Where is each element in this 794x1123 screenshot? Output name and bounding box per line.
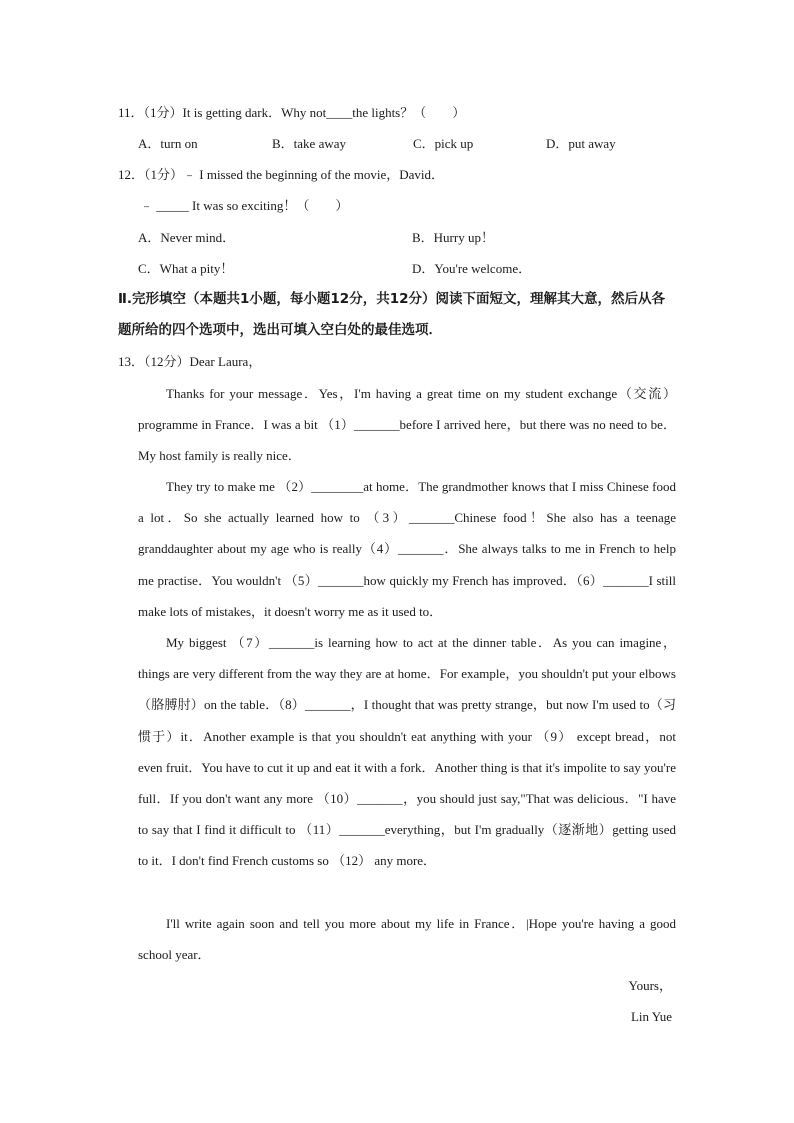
question-12-stem-reply: ﹣ _____ It was so exciting！（ ） [140,198,349,213]
question-12-stem: 12．（1分）﹣ I missed the beginning of the movie，David． [118,167,445,182]
letter-closing: Yours， [628,978,672,993]
passage-paragraph [138,471,676,627]
question-11-option-a: A．turn on [138,136,198,151]
question-11-option-c: C．pick up [413,136,474,151]
question-12-option-d: D．You're welcome． [412,261,532,276]
paragraph-text: My biggest （7）_______is learning how to act at the dinner table．As you can imagine，things are very different from the way they are at home．For example，you shouldn't put your elbows（胳膊肘）on the table．（8）_______，I thought that was pretty strange，but now I'm used to（习惯于）it．Another example is that you shouldn't eat anything with your （9） except bread，not even fruit．You have to cut it up and eat it with a fork．Another thing is that it's impolite to say you're full．If you don't want any more （10）_______，you should just say,"That was delicious．"I have to say that I find it difficult to （11）_______everything，but I'm gradually（逐渐地）getting used to it．I don't find French customs so （12） any more． [138,635,676,869]
question-12-option-c: C．What a pity！ [138,261,234,276]
paragraph-text: Thanks for your message．Yes，I'm having a great time on my student exchange（交流）programme in France．I was a bit （1）_______before I arrived here，but there was no need to be．My host family is really nice． [138,386,676,464]
passage-header: 13．（12分）Dear Laura， [118,354,262,369]
passage-paragraph [138,378,676,472]
passage-paragraph [138,627,676,877]
passage-paragraph [138,908,676,970]
question-11-option-b: B．take away [272,136,347,151]
paragraph-text: I'll write again soon and tell you more about my life in France．|Hope you're having a good school year． [138,916,676,963]
letter-signature: Lin Yue [630,1009,672,1024]
question-11-option-d: D．put away [546,136,616,151]
question-11-stem: 11．（1分）It is getting dark．Why not____the lights？（ ） [118,105,466,120]
question-12-option-a: A．Never mind． [138,230,236,245]
paragraph-text: They try to make me （2）________at home．The grandmother knows that I miss Chinese food a lot．So she actually learned how to （3）_______Chinese food！She also has a teenage granddaughter about my age who is really（4）_______．She always talks to me in French to help me practise．You wouldn't （5）_______how quickly my French has improved．（6）_______I still make lots of mistakes，it doesn't worry me as it used to． [138,479,676,619]
section-title: Ⅱ.完形填空（本题共1小题，每小题12分，共12分）阅读下面短文，理解其大意，然后从各题所给的四个选项中，选出可填入空白处的最佳选项． [118,291,665,338]
question-12-option-b: B．Hurry up！ [412,230,494,245]
